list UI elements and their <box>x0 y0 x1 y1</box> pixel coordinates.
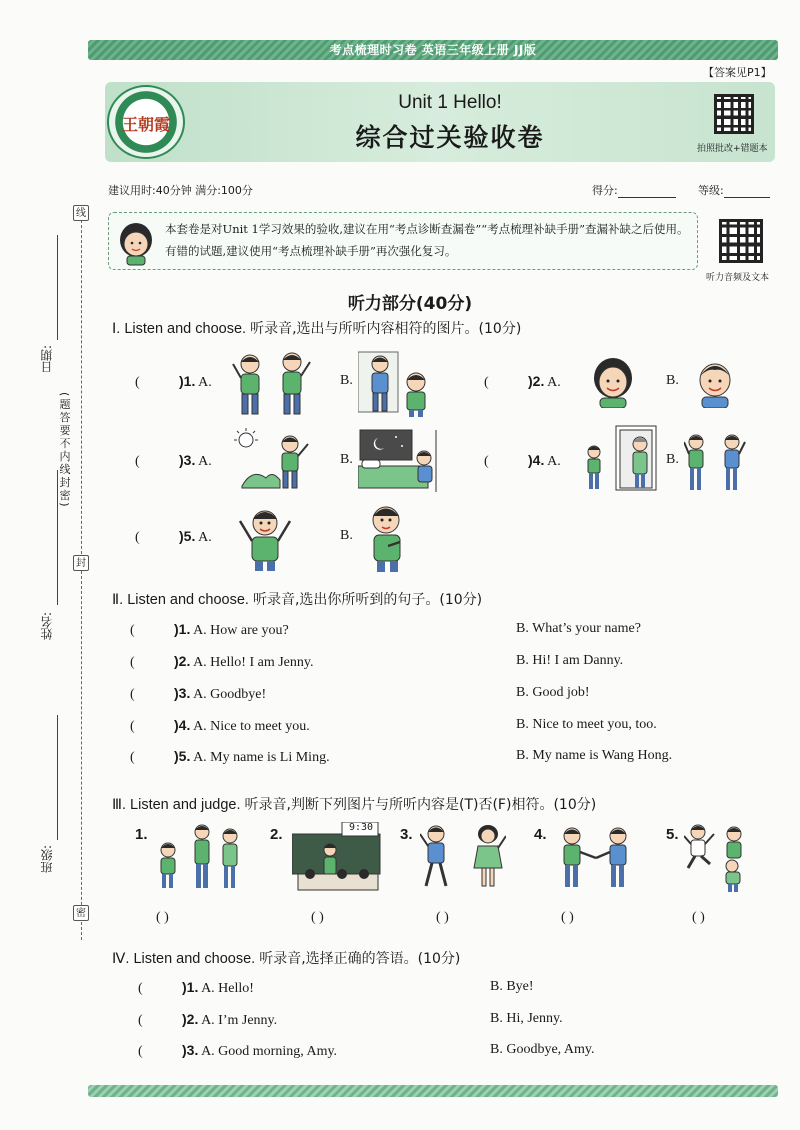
option-a-label: A. <box>198 375 212 390</box>
question-number: )3. <box>179 452 196 468</box>
option-a-label: A. <box>547 375 561 390</box>
grade-label: 等级: <box>698 184 724 197</box>
question-number: )2. <box>174 653 191 669</box>
section-1-title-cn: 听录音,选出与所听内容相符的图片。(10分) <box>250 321 522 337</box>
no-answer-notice: (题答要不内线封密) <box>58 392 71 509</box>
page-title: 综合过关验收卷 <box>355 123 545 152</box>
s1-q4-b-two-kids-parting[interactable] <box>684 432 746 494</box>
judge-answer-3[interactable]: ( ) <box>436 910 449 925</box>
section-1-title <box>112 318 521 338</box>
girl-face-icon <box>114 218 158 266</box>
question-number: )4. <box>174 717 191 733</box>
section-3-title-en: Ⅲ. Listen and judge. <box>112 797 245 813</box>
qr-caption-grading: 拍照批改+错题本 <box>697 144 768 154</box>
s2-q1 <box>130 621 289 639</box>
option-b-label: B. <box>666 373 679 388</box>
logo-text: 王朝霞 <box>121 115 170 134</box>
judge-answer-1[interactable]: ( ) <box>156 910 169 925</box>
judge-number: 4. <box>534 826 547 843</box>
s1-q5-b-boy-pointing-self[interactable] <box>362 502 414 572</box>
answer-paren[interactable]: ( <box>484 375 489 390</box>
grade-blank[interactable] <box>724 186 770 198</box>
option-b[interactable]: B. Hi, Jenny. <box>490 1011 563 1026</box>
grade-field[interactable] <box>698 182 770 198</box>
question-number: )2. <box>528 373 545 389</box>
s2-q5 <box>130 748 330 766</box>
s2-q2 <box>130 653 313 671</box>
option-b[interactable]: B. Goodbye, Amy. <box>490 1042 595 1057</box>
option-b-label: B. <box>666 452 679 467</box>
answer-reference: 【答案见P1】 <box>703 66 772 79</box>
judge-number: 1. <box>135 826 148 843</box>
answer-paren[interactable]: ( <box>138 1044 143 1059</box>
section-2-title <box>112 589 482 609</box>
s1-q4-a-door-greeting[interactable] <box>582 424 660 494</box>
option-b[interactable]: B. Bye! <box>490 979 534 994</box>
seal-mark-mid: 封 <box>73 555 89 571</box>
name-blank[interactable] <box>57 470 58 605</box>
option-a-label: A. <box>547 454 561 469</box>
band-title: 考点梳理时习卷 英语三年级上册 JJ版 <box>329 43 537 57</box>
question-number: )1. <box>179 373 196 389</box>
listening-part-title: 听力部分(40分) <box>347 294 473 314</box>
class-blank[interactable] <box>57 715 58 840</box>
question-number: )1. <box>174 621 191 637</box>
class-label: 班级: <box>40 845 54 874</box>
option-b[interactable]: B. What’s your name? <box>516 621 641 636</box>
section-3-title <box>112 794 596 814</box>
option-a[interactable]: A. Goodbye! <box>190 687 267 702</box>
top-band <box>88 40 778 60</box>
note-text: 本套卷是对Unit 1学习效果的验收,建议在用“考点诊断查漏卷”“考点梳理补缺手册”查漏补缺之后使用。有错的试题,建议使用“考点梳理补缺手册”再次强化复习。 <box>165 222 689 258</box>
qr-code-audio-icon[interactable] <box>719 219 763 263</box>
option-b-label: B. <box>340 528 353 543</box>
publisher-logo <box>107 85 185 159</box>
option-b-label: B. <box>340 452 353 467</box>
option-a[interactable]: A. My name is Li Ming. <box>190 750 330 765</box>
qr-caption-audio: 听力音频及文本 <box>706 273 770 283</box>
option-a[interactable]: A. Hello! <box>198 981 254 996</box>
s1-q4 <box>484 452 561 470</box>
s1-q5 <box>135 528 212 546</box>
option-b-label: B. <box>340 373 353 388</box>
s3-pic5-kids-jumping <box>684 822 750 892</box>
score-field[interactable] <box>592 182 676 198</box>
answer-paren[interactable]: ( <box>484 454 489 469</box>
answer-paren[interactable]: ( <box>130 655 135 670</box>
name-label: 姓名: <box>40 612 54 641</box>
answer-paren[interactable]: ( <box>138 1013 143 1028</box>
s2-q4 <box>130 717 310 735</box>
s3-pic1-three-kids <box>152 822 248 890</box>
question-number: )1. <box>182 979 199 995</box>
section-1-title-en: Ⅰ. Listen and choose. <box>112 321 251 337</box>
judge-number: 3. <box>400 826 413 843</box>
option-b[interactable]: B. Hi! I am Danny. <box>516 653 624 668</box>
s4-q2 <box>138 1011 277 1029</box>
option-a-label: A. <box>198 454 212 469</box>
bottom-band <box>88 1085 778 1097</box>
s1-q5-a-boy-cheering[interactable] <box>236 505 294 571</box>
seal-line <box>81 205 82 940</box>
score-blank[interactable] <box>618 186 676 198</box>
option-b[interactable]: B. My name is Wang Hong. <box>516 748 673 763</box>
time-info: 建议用时:40分钟 满分:100分 <box>108 184 253 197</box>
option-a[interactable]: A. I’m Jenny. <box>198 1013 278 1028</box>
s1-q2-a-girl-portrait[interactable] <box>588 356 638 408</box>
section-4-title <box>112 948 460 968</box>
answer-paren[interactable]: ( <box>130 687 135 702</box>
answer-paren[interactable]: ( <box>138 981 143 996</box>
question-number: )3. <box>174 685 191 701</box>
s1-q1-a-two-kids-waving[interactable] <box>230 350 315 418</box>
answer-paren[interactable]: ( <box>135 375 140 390</box>
clock-time: 9:30 <box>348 822 374 833</box>
option-a[interactable]: A. Good morning, Amy. <box>198 1044 338 1059</box>
question-number: )4. <box>528 452 545 468</box>
s3-pic3-two-kids-waving <box>420 822 506 890</box>
question-number: )2. <box>182 1011 199 1027</box>
s2-q3 <box>130 685 266 703</box>
judge-number: 5. <box>666 826 679 843</box>
option-b[interactable]: B. Nice to meet you, too. <box>516 717 657 732</box>
question-number: )5. <box>179 528 196 544</box>
option-a[interactable]: A. How are you? <box>190 623 289 638</box>
answer-paren[interactable]: ( <box>135 530 140 545</box>
s1-q2 <box>484 373 561 391</box>
seal-mark-bottom: 密 <box>73 905 89 921</box>
score-label: 得分: <box>592 184 618 197</box>
judge-number: 2. <box>270 826 283 843</box>
s1-q2-b-boy-portrait[interactable] <box>692 356 738 408</box>
option-a[interactable]: A. Hello! I am Jenny. <box>190 655 314 670</box>
section-4-title-cn: 听录音,选择正确的答语。(10分) <box>259 951 461 967</box>
answer-paren[interactable]: ( <box>130 750 135 765</box>
question-number: )3. <box>182 1042 199 1058</box>
answer-paren[interactable]: ( <box>130 623 135 638</box>
s4-q3 <box>138 1042 337 1060</box>
date-label: 日期: <box>40 345 54 374</box>
s1-q1 <box>135 373 212 391</box>
answer-paren[interactable]: ( <box>130 719 135 734</box>
date-blank[interactable] <box>57 235 58 340</box>
section-2-title-cn: 听录音,选出你所听到的句子。(10分) <box>252 592 483 608</box>
judge-answer-5[interactable]: ( ) <box>692 910 705 925</box>
option-a[interactable]: A. Nice to meet you. <box>190 719 310 734</box>
option-a-label: A. <box>198 530 212 545</box>
s1-q1-b-teacher-and-kid[interactable] <box>358 350 438 418</box>
question-number: )5. <box>174 748 191 764</box>
s1-q3-b-night-bedroom[interactable] <box>358 428 440 494</box>
seal-mark-top: 线 <box>73 205 89 221</box>
s1-q3-a-morning-sun-scene[interactable] <box>232 428 320 492</box>
judge-answer-4[interactable]: ( ) <box>561 910 574 925</box>
s3-pic4-shaking-hands <box>556 824 636 890</box>
s1-q3 <box>135 452 212 470</box>
judge-answer-2[interactable]: ( ) <box>311 910 324 925</box>
answer-paren[interactable]: ( <box>135 454 140 469</box>
s4-q1 <box>138 979 254 997</box>
unit-title: Unit 1 Hello! <box>398 92 502 113</box>
section-2-title-en: Ⅱ. Listen and choose. <box>112 592 253 608</box>
section-4-title-en: Ⅳ. Listen and choose. <box>112 951 260 967</box>
option-b[interactable]: B. Good job! <box>516 685 590 700</box>
qr-code-grading-icon[interactable] <box>714 94 754 134</box>
section-3-title-cn: 听录音,判断下列图片与所听内容是(T)否(F)相符。(10分) <box>244 797 597 813</box>
